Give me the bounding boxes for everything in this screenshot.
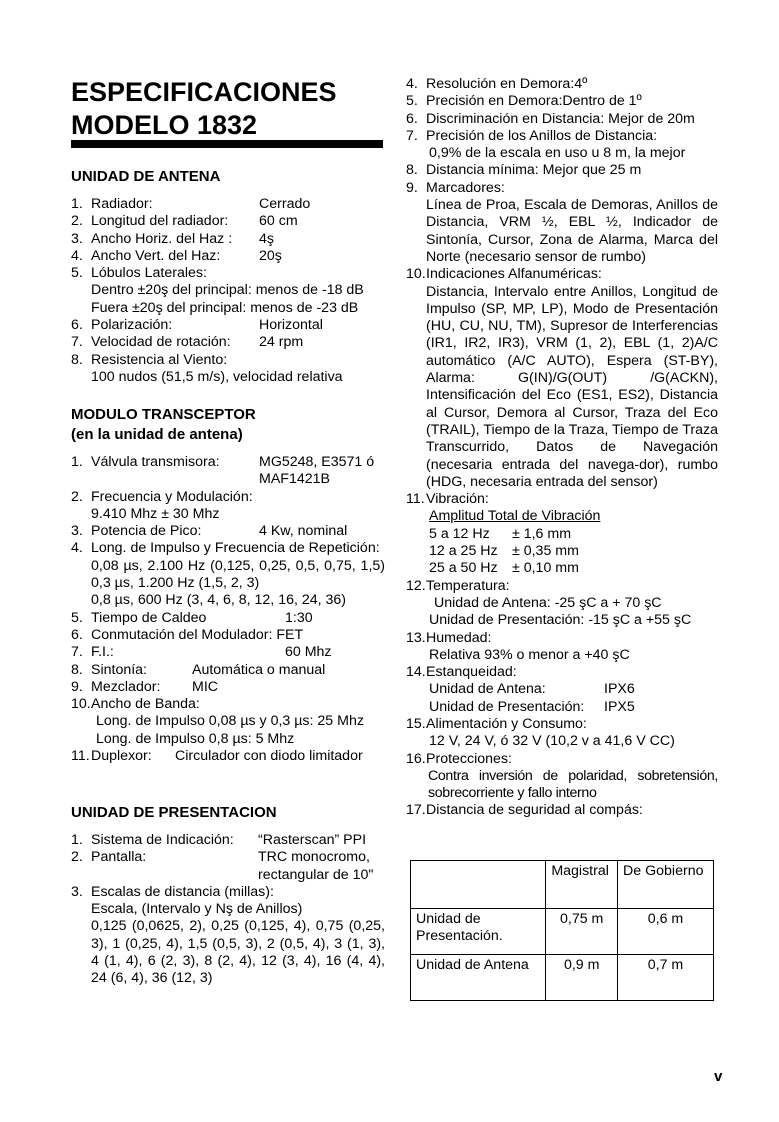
table-row-label: Unidad de Presentación. [411, 909, 546, 955]
list-subitem: Dentro ±20ş del principal: menos de -18 dB [91, 282, 364, 299]
list-item: 2. Pantalla: TRC monocromo, [71, 849, 370, 866]
list-item: 6. Conmutación del Modulador: FET [71, 626, 304, 643]
list-item: 9. Mezclador: MIC [71, 678, 219, 695]
page-number: v [714, 1068, 723, 1085]
list-item: 9. Marcadores: [406, 179, 505, 196]
transceiver-subheading: (en la unidad de antena) [71, 426, 243, 443]
list-item: 8. Resistencia al Viento: [71, 351, 228, 368]
list-subitem: Unidad de Antena: -25 şC a + 70 şC [434, 594, 662, 611]
list-item: 12. Temperatura: [406, 577, 510, 594]
list-item: 4. Ancho Vert. del Haz: 20ş [71, 247, 282, 264]
list-item: 7. Precisión de los Anillos de Distancia: [406, 127, 658, 144]
vibration-row: 5 a 12 Hz ± 1,6 mm [429, 525, 572, 542]
table-cell: 0,7 m [618, 955, 714, 1001]
list-subitem: 0,9% de la escala en uso u 8 m, la mejor [429, 145, 686, 162]
table-cell: 0,6 m [618, 909, 714, 955]
list-item: 1. Válvula transmisora: MG5248, E3571 ó [71, 454, 375, 470]
transceiver-heading: MODULO TRANSCEPTOR [71, 406, 256, 423]
list-subitem: Long. de Impulso 0,08 µs y 0,3 µs: 25 Mhz [96, 713, 364, 730]
vibration-row: 25 a 50 Hz ± 0,10 mm [429, 560, 579, 577]
title-rule [71, 140, 383, 148]
list-subitem: 9.410 Mhz ± 30 Mhz [91, 505, 220, 522]
list-item: 3. Potencia de Pico: 4 Kw, nominal [71, 523, 348, 540]
vibration-row: 12 a 25 Hz ± 0,35 mm [429, 543, 579, 560]
list-item: 10. Ancho de Banda: [71, 696, 200, 713]
transceiver-section [71, 405, 385, 765]
list-subitem: Relativa 93% o menor a +40 şC [429, 646, 630, 663]
list-item: 15. Alimentación y Consumo: [406, 715, 587, 732]
list-subitem: 12 V, 24 V, ó 32 V (10,2 v a 41,6 V CC) [429, 733, 675, 750]
list-subitem: 0,125 (0,0625, 2), 0,25 (0,125, 4), 0,75 (0,25, 3), 1 (0,25, 4), 1,5 (0,5, 3), 2 (0,5, 4), 3 (1, 3), 4 (1, 4), 6 (2, 3), 8 (2, 4), 12 (3, 4), 16 (4, 4), 24 (6, 4), 36 (12, 3) [91, 918, 385, 987]
list-item: 6. Discriminación en Distancia: Mejor de 20m [406, 110, 695, 127]
title-line-2: MODELO 1832 [71, 110, 258, 140]
list-subitem: 100 nudos (51,5 m/s), velocidad relativa [91, 368, 343, 385]
list-item: 10. Indicaciones Alfanuméricas: [406, 266, 602, 283]
list-subitem: Unidad de Antena: IPX6 [429, 681, 635, 698]
list-item: 4. Resolución en Demora:4º [406, 76, 588, 92]
table-header-magistral: Magistral [546, 861, 618, 909]
list-subitem: Unidad de Presentación: IPX5 [429, 698, 635, 715]
list-subitem: Contra inversión de polaridad, sobretensión, sobrecorriente y fallo interno [428, 767, 718, 802]
table-header-gobierno: De Gobierno [618, 861, 714, 909]
page-title [71, 76, 391, 142]
list-item: 6. Polarización: Horizontal [71, 317, 323, 334]
list-item: 7. Velocidad de rotación: 24 rpm [71, 334, 304, 351]
table-cell: 0,9 m [546, 955, 618, 1001]
list-item: 2. Frecuencia y Modulación: [71, 488, 253, 505]
list-subitem: rectangular de 10" [258, 866, 374, 883]
antenna-section [71, 167, 385, 386]
antenna-heading: UNIDAD DE ANTENA [71, 168, 221, 185]
list-item: 4. Long. de Impulso y Frecuencia de Repetición: [71, 540, 380, 557]
display-heading: UNIDAD DE PRESENTACION [71, 804, 277, 821]
list-item: 3. Escalas de distancia (millas): [71, 883, 274, 900]
list-item: 5. Tiempo de Caldeo 1:30 [71, 609, 313, 626]
compass-distance-table [410, 860, 714, 1001]
table-header-row [411, 861, 714, 909]
list-subitem: Fuera ±20ş del principal: menos de -23 dB [91, 299, 359, 316]
list-item: 1. Sistema de Indicación: “Rasterscan” PPI [71, 832, 367, 848]
right-column [406, 76, 718, 820]
list-item: 13. Humedad: [406, 629, 492, 646]
list-subitem: 0,8 µs, 600 Hz (3, 4, 6, 8, 12, 16, 24, 36) [91, 592, 347, 609]
vibration-table-title: Amplitud Total de Vibración [429, 508, 601, 525]
list-subitem: MAF1421B [259, 471, 330, 488]
title-line-1: ESPECIFICACIONES [71, 77, 337, 107]
table-row-label: Unidad de Antena [411, 955, 546, 1001]
table-row [411, 955, 714, 1001]
list-item: 17. Distancia de seguridad al compás: [406, 802, 643, 819]
list-item: 7. F.I.: 60 Mhz [71, 644, 332, 661]
table-cell-empty [411, 861, 546, 909]
list-item: 2. Longitud del radiador: 60 cm [71, 213, 298, 230]
list-item: 16. Protecciones: [406, 750, 512, 767]
list-item: 8. Distancia mínima: Mejor que 25 m [406, 162, 642, 179]
list-subitem: 0,08 µs, 2.100 Hz (0,125, 0,25, 0,5, 0,75, 1,5) 0,3 µs, 1.200 Hz (1,5, 2, 3) [91, 557, 385, 592]
list-item: 11. Vibración: [406, 491, 489, 508]
list-subitem: Unidad de Presentación: -15 şC a +55 şC [429, 612, 692, 629]
list-subitem: Long. de Impulso 0,8 µs: 5 Mhz [96, 730, 295, 747]
list-item: 3. Ancho Horiz. del Haz : 4ş [71, 230, 274, 247]
list-item: 1. Radiador: Cerrado [71, 196, 311, 212]
list-item: 14. Estanqueidad: [406, 664, 517, 681]
table-row [411, 909, 714, 955]
display-section [71, 803, 385, 988]
list-item: 5. Lóbulos Laterales: [71, 265, 207, 282]
list-item: 11. Duplexor: Circulador con diodo limitador [71, 748, 363, 765]
list-subitem: Escala, (Intervalo y Nş de Anillos) [91, 901, 303, 918]
table-cell: 0,75 m [546, 909, 618, 955]
list-subitem: Distancia, Intervalo entre Anillos, Longitud de Impulso (SP, MP, LP), Modo de Presentación (HU, CU, NU, TM), Supresor de Interferencias (IR1, IR2, IR3), VRM (1, 2), EBL (1, 2)A/C automático (A/C AUTO), Espera (ST-BY), Alarma: G(IN)/G(OUT) /G(ACKN), Intensificación del Eco (ES1, ES2), Distancia al Cursor, Demora al Cursor, Traza del Eco (TRAIL), Tiempo de la Traza, Tiempo de Traza Transcurrido, Datos de Navegación (necesaria entrada del navega-dor), rumbo (HDG, necesaria entrada del sensor) [426, 283, 718, 490]
list-subitem: Línea de Proa, Escala de Demoras, Anillos de Distancia, VRM ½, EBL ½, Indicador de Sintonía, Cursor, Zona de Alarma, Marca del Norte (necesario sensor de rumbo) [426, 197, 718, 265]
list-item: 8. Sintonía: Automática o manual [71, 661, 326, 678]
list-item: 5. Precisión en Demora:Dentro de 1º [406, 93, 642, 110]
